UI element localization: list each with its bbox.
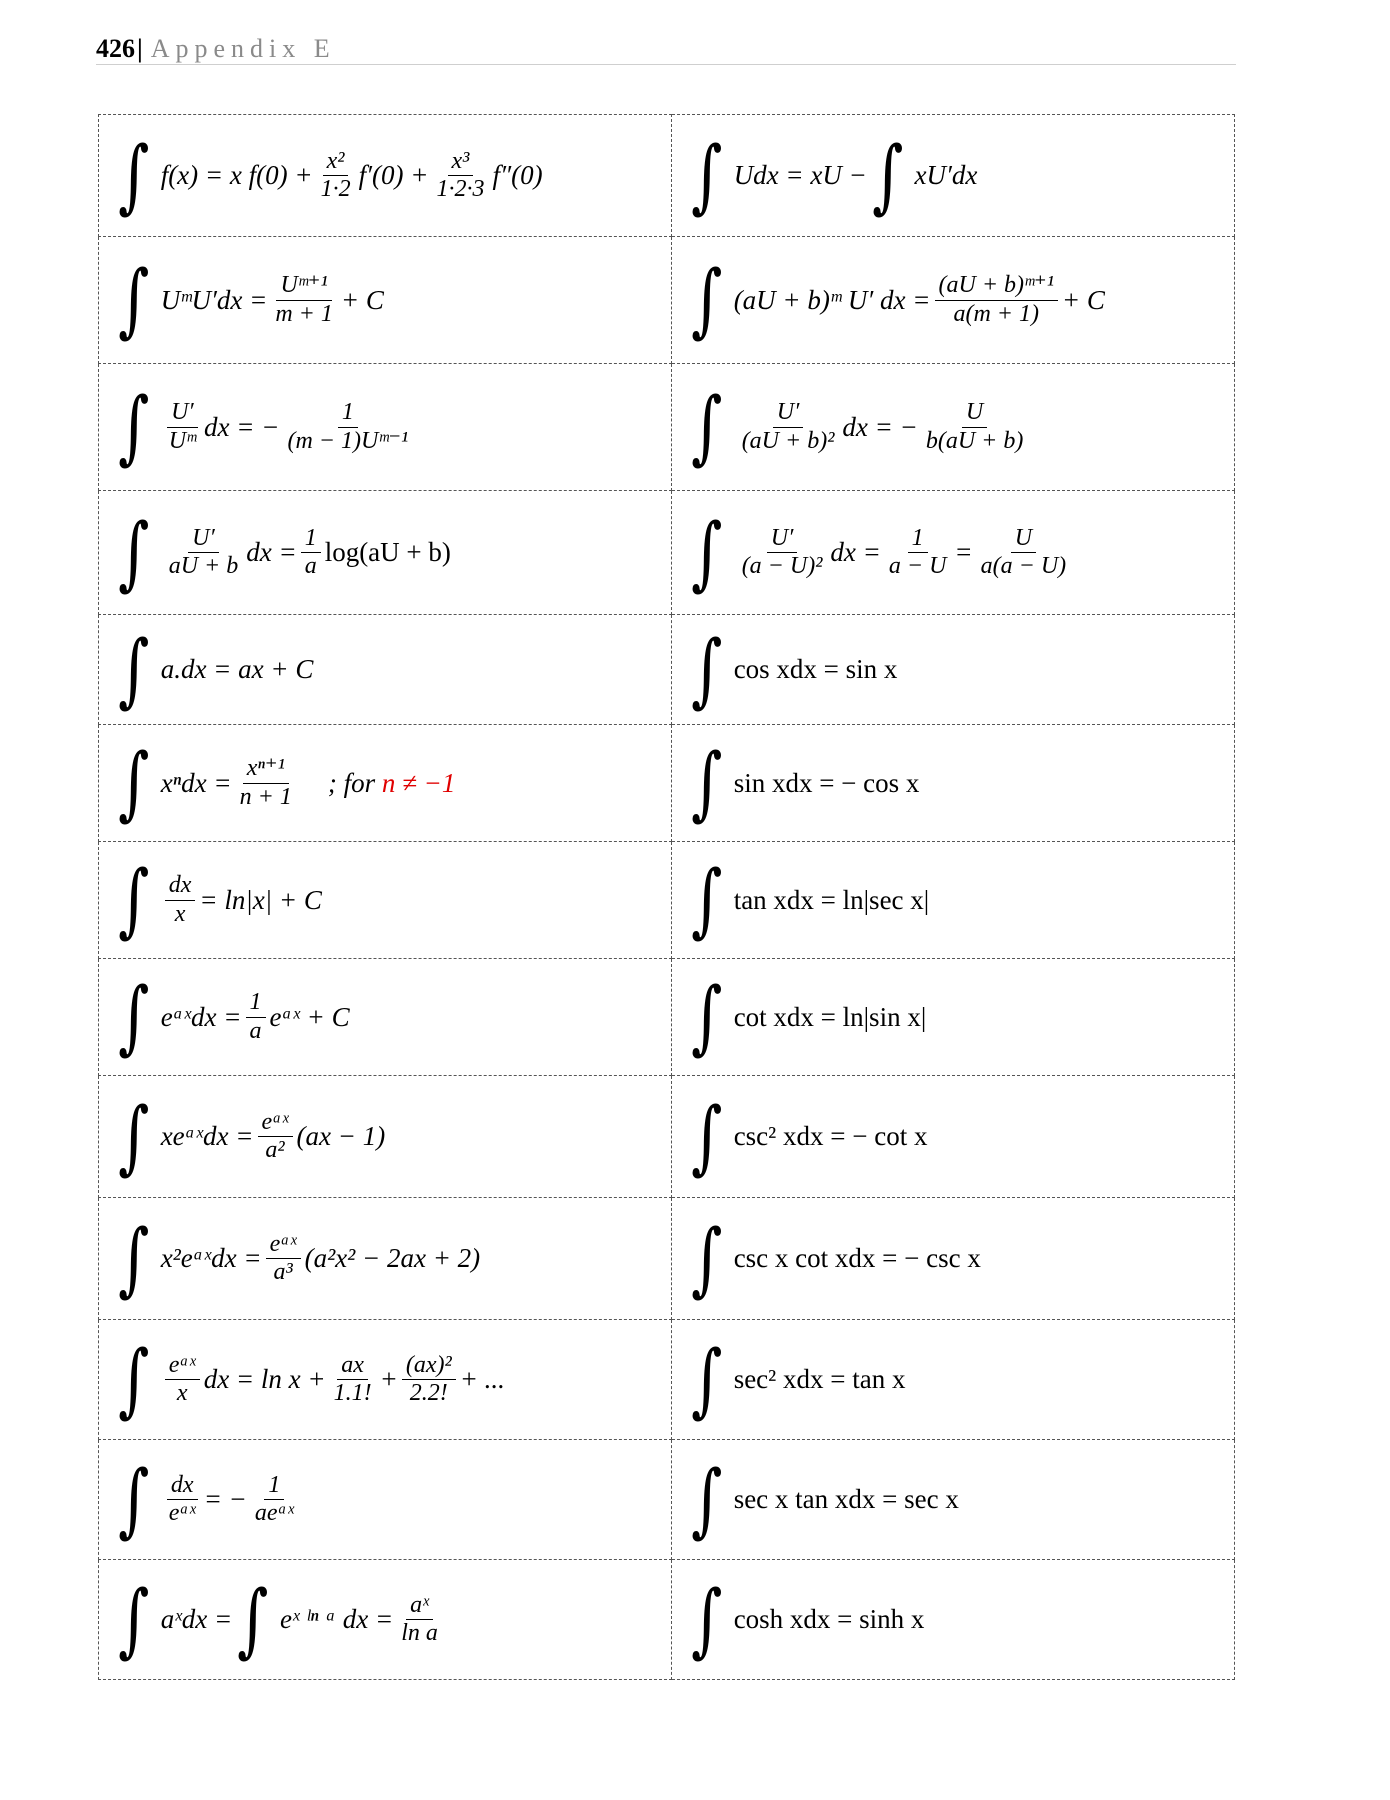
fraction: $\frac{1}{a}$ — [246, 990, 266, 1043]
header-separator: | — [137, 34, 143, 63]
integral-sign-icon: ∫ — [118, 1572, 150, 1666]
integral-sign-icon: ∫ — [691, 1452, 723, 1546]
page-header — [96, 34, 1236, 65]
fraction: $\frac{U'}{\text{Uᵐ}}$ — [168, 399, 197, 454]
fraction: $\frac{\text{(ax)²}}{2.2!}$ — [402, 1353, 456, 1406]
formula-cell-left: ∫ xeᵃˣdx = $\frac{\text{eᵃˣ}}{\text{a²}}$ (ax − 1) — [99, 1076, 672, 1198]
formula-cell-left: ∫ $\frac{dx}{x}$ = ln|x| + C — [99, 842, 672, 959]
formula-cell-right: ∫ Udx = xU − ∫ xU′dx — [672, 115, 1235, 237]
formula-cell-right: ∫ sin xdx = − cos x — [672, 725, 1235, 842]
table-row — [99, 115, 1235, 237]
formula-cell-left: ∫ UᵐU′dx = $\frac{\text{Uᵐ⁺¹}}{m + 1}$ + C — [99, 237, 672, 364]
integral-sign-icon: ∫ — [691, 853, 723, 946]
formula-cell-right: ∫ csc x cot xdx = − csc x — [672, 1198, 1235, 1320]
formula-cell-left: ∫ $\frac{\text{eᵃˣ}}{x}$ dx = ln x + $\frac{ax}{1.1!}$ + $\frac{\text{(ax)²}}{2.2!}$ + ... — [99, 1320, 672, 1440]
fraction: $\frac{\text{aˣ}}{\text{ln a}}$ — [401, 1591, 438, 1646]
integral-sign-icon: ∫ — [118, 1452, 150, 1546]
formula-cell-right: ∫ $\frac{U'}{\text{(a − U)²}}$ dx = $\frac{1}{a - U}$ = $\frac{U}{a(a - U)}$ — [672, 491, 1235, 615]
fraction: $\frac{\text{x³}}{1\cdot 2\cdot 3}$ — [436, 147, 485, 202]
fraction: $\frac{1}{a - U}$ — [888, 524, 947, 579]
fraction: $\frac{\text{eᵃˣ}}{\text{a²}}$ — [258, 1110, 293, 1163]
integral-sign-icon: ∫ — [118, 1332, 150, 1426]
integral-sign-icon: ∫ — [118, 1211, 150, 1305]
integral-sign-icon: ∫ — [118, 1089, 150, 1183]
integral-sign-icon: ∫ — [691, 1089, 723, 1183]
table-row — [99, 959, 1235, 1076]
fraction: $\frac{1}{\text{aeᵃˣ}}$ — [254, 1471, 294, 1526]
formula-cell-right: ∫ cot xdx = ln|sin x| — [672, 959, 1235, 1076]
formula-cell-right: ∫ sec x tan xdx = sec x — [672, 1440, 1235, 1560]
page-number: 426 — [96, 34, 135, 63]
integral-sign-icon: ∫ — [118, 128, 150, 222]
fraction: $\frac{U'}{\text{(a − U)²}}$ — [741, 524, 823, 579]
integral-sign-icon: ∫ — [691, 1332, 723, 1426]
integral-sign-icon: ∫ — [691, 736, 723, 829]
fraction: $\frac{\text{x²}}{1\cdot 2}$ — [320, 147, 351, 202]
fraction: $\frac{1}{\text{(m − 1)Uᵐ⁻¹}}$ — [287, 399, 409, 454]
fraction: $\frac{U'}{aU + b}$ — [168, 524, 239, 579]
table-row — [99, 842, 1235, 959]
table-row — [99, 725, 1235, 842]
formula-cell-right: ∫ cosh xdx = sinh x — [672, 1560, 1235, 1680]
formula-cell-left: ∫ aˣdx = ∫ eˣ ˡⁿ ᵃ dx = $\frac{\text{aˣ}}{\text{ln a}}$ — [99, 1560, 672, 1680]
fraction: $\frac{dx}{x}$ — [165, 873, 196, 926]
table-row — [99, 491, 1235, 615]
table-row — [99, 237, 1235, 364]
integral-formula-table — [98, 114, 1235, 1680]
integral-sign-icon: ∫ — [118, 622, 150, 716]
integral-sign-icon: ∫ — [118, 505, 150, 599]
integral-sign-icon: ∫ — [691, 970, 723, 1063]
fraction: $\frac{\text{(aU + b)ᵐ⁺¹}}{a(m + 1)}$ — [935, 273, 1058, 326]
integral-sign-icon: ∫ — [691, 128, 723, 222]
formula-cell-left: ∫ $\frac{U'}{\text{Uᵐ}}$ dx = − $\frac{1}{\text{(m − 1)Uᵐ⁻¹}}$ — [99, 364, 672, 491]
formula-cell-right: ∫ $\frac{U'}{\text{(aU + b)²}}$ dx = − $\frac{U}{b(aU + b)}$ — [672, 364, 1235, 491]
integral-sign-icon: ∫ — [118, 253, 150, 346]
formula-cell-right: ∫ sec² xdx = tan x — [672, 1320, 1235, 1440]
integral-sign-icon: ∫ — [118, 853, 150, 946]
formula-cell-left: ∫ xⁿdx = $\frac{\text{xⁿ⁺¹}}{n + 1}$ ; for n ≠ −1 — [99, 725, 672, 842]
formula-cell-left: ∫ a.dx = ax + C — [99, 615, 672, 725]
fraction: $\frac{U}{a(a - U)}$ — [980, 524, 1067, 579]
formula-cell-left: ∫ eᵃˣdx = $\frac{1}{a}$ eᵃˣ + C — [99, 959, 672, 1076]
table-row — [99, 1320, 1235, 1440]
fraction: $\frac{\text{eᵃˣ}}{\text{a³}}$ — [266, 1232, 301, 1285]
section-title: Appendix E — [150, 34, 336, 63]
formula-cell-right: ∫ tan xdx = ln|sec x| — [672, 842, 1235, 959]
integral-sign-icon: ∫ — [237, 1572, 269, 1666]
table-row — [99, 615, 1235, 725]
integral-sign-icon: ∫ — [118, 970, 150, 1063]
integral-sign-icon: ∫ — [691, 622, 723, 716]
integral-sign-icon: ∫ — [118, 380, 150, 473]
formula-cell-left: ∫ $\frac{U'}{aU + b}$ dx = $\frac{1}{a}$ log(aU + b) — [99, 491, 672, 615]
table-row — [99, 1198, 1235, 1320]
table-row — [99, 364, 1235, 491]
fraction: $\frac{\text{eᵃˣ}}{x}$ — [165, 1353, 200, 1406]
condition-text: n ≠ −1 — [381, 767, 456, 798]
fraction: $\frac{\text{xⁿ⁺¹}}{n + 1}$ — [239, 755, 292, 810]
table-row — [99, 1076, 1235, 1198]
formula-cell-left: ∫ $\frac{dx}{\text{eᵃˣ}}$ = − $\frac{1}{\text{aeᵃˣ}}$ — [99, 1440, 672, 1560]
integral-sign-icon: ∫ — [118, 736, 150, 829]
integral-sign-icon: ∫ — [691, 380, 723, 473]
table-row — [99, 1440, 1235, 1560]
fraction: $\frac{dx}{\text{eᵃˣ}}$ — [168, 1471, 196, 1526]
formula-cell-right: ∫ csc² xdx = − cot x — [672, 1076, 1235, 1198]
formula-cell-right: ∫ cos xdx = sin x — [672, 615, 1235, 725]
fraction: $\frac{U}{b(aU + b)}$ — [925, 399, 1024, 454]
integral-sign-icon: ∫ — [691, 1572, 723, 1666]
integral-sign-icon: ∫ — [691, 253, 723, 346]
fraction: $\frac{\text{Uᵐ⁺¹}}{m + 1}$ — [275, 272, 333, 327]
integral-sign-icon: ∫ — [691, 1211, 723, 1305]
integral-sign-icon: ∫ — [872, 128, 904, 222]
fraction: $\frac{ax}{1.1!}$ — [333, 1351, 372, 1406]
formula-cell-right: ∫ (aU + b)ᵐ U′ dx = $\frac{\text{(aU + b)ᵐ⁺¹}}{a(m + 1)}$ + C — [672, 237, 1235, 364]
integral-sign-icon: ∫ — [691, 505, 723, 599]
formula-cell-left: ∫ f(x) = x f(0) + $\frac{\text{x²}}{1\cdot 2}$ f′(0) + $\frac{\text{x³}}{1\cdot 2\cdot 3}$ f″(0) — [99, 115, 672, 237]
fraction: $\frac{U'}{\text{(aU + b)²}}$ — [741, 399, 835, 454]
table-row — [99, 1560, 1235, 1680]
fraction: $\frac{1}{a}$ — [301, 526, 321, 579]
formula-cell-left: ∫ x²eᵃˣdx = $\frac{\text{eᵃˣ}}{\text{a³}}$ (a²x² − 2ax + 2) — [99, 1198, 672, 1320]
